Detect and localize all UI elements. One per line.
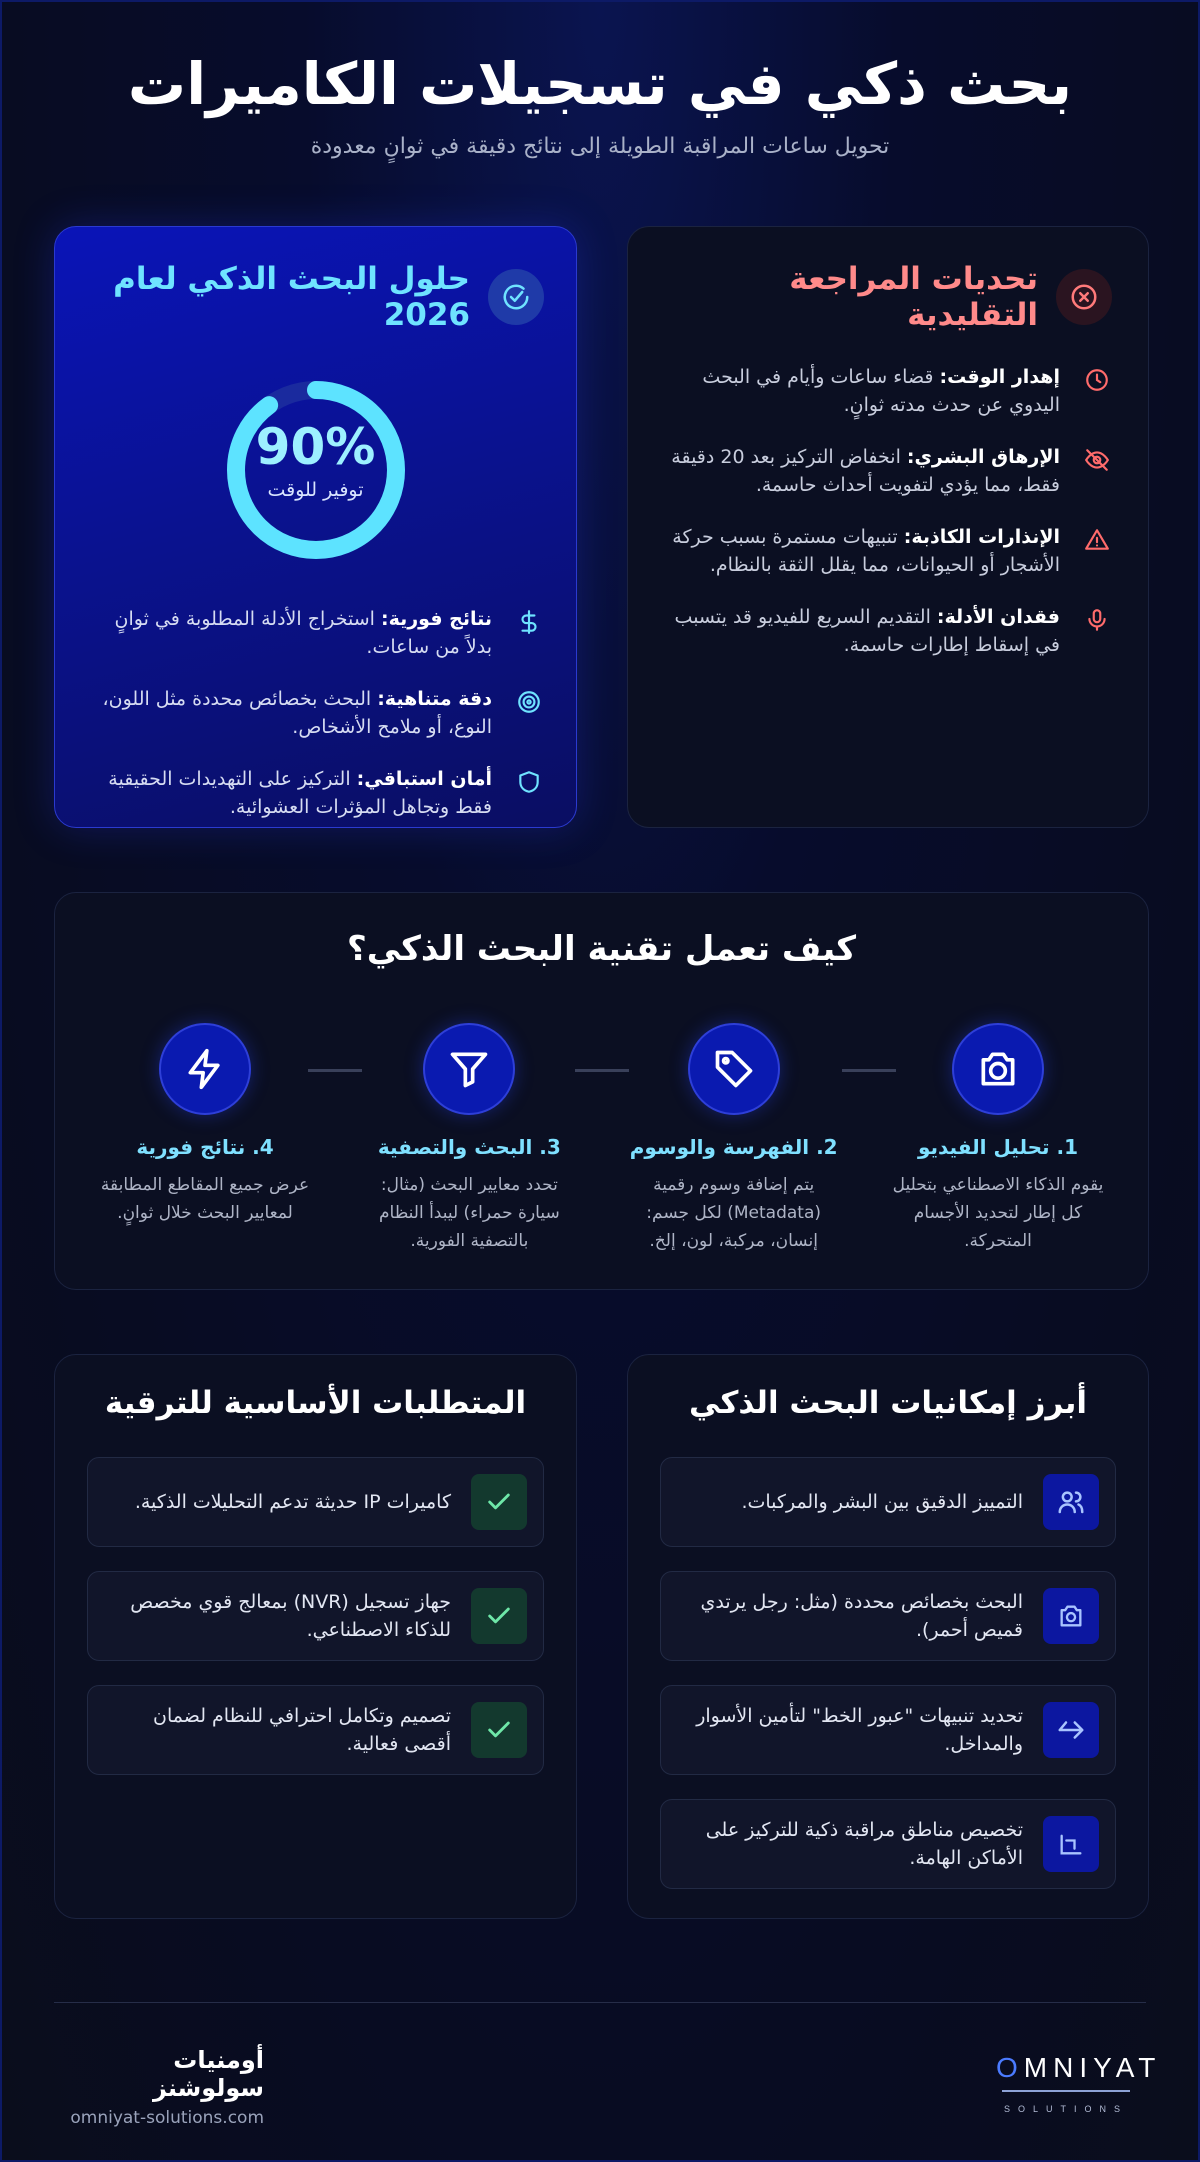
- capability-text: تحديد تنبيهات "عبور الخط" لتأمين الأسوار والمداخل.: [696, 1705, 1023, 1755]
- time-saving-gauge: [221, 375, 411, 565]
- step-item: [624, 1023, 844, 1255]
- requirement-row: [87, 1457, 544, 1547]
- steps-row: [95, 1023, 1108, 1255]
- step-item: [95, 1023, 315, 1255]
- step-description: يقوم الذكاء الاصطناعي بتحليل كل إطار لتحديد الأجسام المتحركة.: [892, 1175, 1104, 1251]
- how-it-works-card: [54, 892, 1149, 1290]
- list-item: [662, 363, 1112, 419]
- item-heading: دقة متناهية:: [377, 688, 492, 710]
- item-text: استخراج الأدلة المطلوبة في ثوانٍ بدلاً من ساعات.: [114, 608, 492, 658]
- step-description: عرض جميع المقاطع المطابقة لمعايير البحث خلال ثوانٍ.: [100, 1175, 310, 1223]
- lightning-icon: [159, 1023, 251, 1115]
- item-text: التقديم السريع للفيديو قد يتسبب في إسقاط إطارات حاسمة.: [674, 606, 1060, 656]
- camera-icon: [952, 1023, 1044, 1115]
- capability-text: البحث بخصائص محددة (مثل: رجل يرتدي قميص أحمر).: [700, 1591, 1023, 1641]
- x-circle-icon: [1056, 269, 1112, 325]
- requirements-card: [54, 1354, 577, 1919]
- step-title: 2. الفهرسة والوسوم: [629, 1135, 838, 1159]
- capability-row: [660, 1571, 1116, 1661]
- list-item: [87, 605, 544, 661]
- website-link[interactable]: omniyat-solutions.com: [70, 2108, 264, 2128]
- check-icon: [471, 1702, 527, 1758]
- capability-text: التمييز الدقيق بين البشر والمركبات.: [741, 1491, 1023, 1513]
- page-title: بحث ذكي في تسجيلات الكاميرات: [127, 50, 1073, 118]
- solutions-title: حلول البحث الذكي لعام 2026: [113, 261, 470, 333]
- step-title: 1. تحليل الفيديو: [917, 1135, 1079, 1159]
- capability-row: [660, 1799, 1116, 1889]
- check-circle-icon: [488, 269, 544, 325]
- capability-text: تخصيص مناطق مراقبة ذكية للتركيز على الأماكن الهامة.: [705, 1819, 1023, 1869]
- challenges-card: [627, 226, 1149, 828]
- check-icon: [471, 1588, 527, 1644]
- users-icon: [1043, 1474, 1099, 1530]
- capabilities-title: أبرز إمكانيات البحث الذكي: [689, 1385, 1087, 1421]
- challenges-header: [662, 261, 1112, 333]
- item-text: البحث بخصائص محددة مثل اللون، النوع، أو ملامح الأشخاص.: [102, 688, 492, 738]
- item-heading: الإرهاق البشري:: [906, 446, 1060, 468]
- zone-icon: [1043, 1816, 1099, 1872]
- list-item: [87, 765, 544, 821]
- camera-icon: [1043, 1588, 1099, 1644]
- requirement-text: كاميرات IP حديثة تدعم التحليلات الذكية.: [134, 1491, 451, 1513]
- item-heading: أمان استباقي:: [356, 768, 492, 790]
- tag-icon: [688, 1023, 780, 1115]
- footer-divider: [54, 2002, 1146, 2003]
- item-text: قضاء ساعات وأيام في البحث اليدوي عن حدث مدته ثوانٍ.: [702, 366, 1060, 416]
- item-text: التركيز على التهديدات الحقيقية فقط وتجاهل المؤثرات العشوائية.: [108, 768, 492, 818]
- eye-off-icon: [1082, 445, 1112, 475]
- requirement-text: تصميم وتكامل احترافي للنظام لضمان أقصى فعالية.: [153, 1705, 451, 1755]
- page-subtitle: تحويل ساعات المراقبة الطويلة إلى نتائج دقيقة في ثوانٍ معدودة: [310, 134, 890, 159]
- requirement-row: [87, 1571, 544, 1661]
- shield-icon: [514, 767, 544, 797]
- list-item: [662, 603, 1112, 659]
- step-description: تحدد معايير البحث (مثال: سيارة حمراء) ليبدأ النظام بالتصفية الفورية.: [378, 1175, 560, 1251]
- how-it-works-title: كيف تعمل تقنية البحث الذكي؟: [347, 929, 856, 969]
- step-item: [359, 1023, 579, 1255]
- clock-icon: [1082, 365, 1112, 395]
- solutions-card: [54, 226, 577, 828]
- item-heading: فقدان الأدلة:: [936, 606, 1060, 628]
- solutions-header: [87, 261, 544, 333]
- step-connector: [308, 1069, 362, 1072]
- step-title: 4. نتائج فورية: [136, 1135, 274, 1159]
- solutions-list: [87, 605, 544, 821]
- list-item: [87, 685, 544, 741]
- brand-name: أومنيات سولوشنز: [152, 2046, 264, 2102]
- list-item: [662, 523, 1112, 579]
- capability-row: [660, 1457, 1116, 1547]
- microphone-icon: [1082, 605, 1112, 635]
- step-item: [888, 1023, 1108, 1255]
- challenges-list: [662, 363, 1112, 659]
- filter-icon: [423, 1023, 515, 1115]
- requirements-title: المتطلبات الأساسية للترقية: [104, 1385, 527, 1421]
- step-description: يتم إضافة وسوم رقمية (Metadata) لكل جسم: إنسان، مركبة، لون، إلخ.: [646, 1175, 822, 1251]
- line-crossing-icon: [1043, 1702, 1099, 1758]
- step-connector: [842, 1069, 896, 1072]
- requirement-text: جهاز تسجيل (NVR) بمعالج قوي مخصص للذكاء الاصطناعي.: [130, 1591, 451, 1641]
- item-heading: إهدار الوقت:: [939, 366, 1060, 388]
- list-item: [662, 443, 1112, 499]
- warning-icon: [1082, 525, 1112, 555]
- step-title: 3. البحث والتصفية: [377, 1135, 561, 1159]
- requirement-row: [87, 1685, 544, 1775]
- dollar-icon: [514, 607, 544, 637]
- company-logo: OMNIYAT SOLUTIONS: [996, 2052, 1162, 2114]
- item-text: تنبيهات مستمرة بسبب حركة الأشجار أو الحيوانات، مما يقلل الثقة بالنظام.: [672, 526, 1060, 576]
- challenges-title: تحديات المراجعة التقليدية: [789, 261, 1038, 333]
- target-icon: [514, 687, 544, 717]
- footer-brand: [54, 2046, 264, 2128]
- gauge-label: توفير للوقت: [267, 479, 364, 501]
- check-icon: [471, 1474, 527, 1530]
- step-connector: [575, 1069, 629, 1072]
- capabilities-card: [627, 1354, 1149, 1919]
- page-header: [2, 42, 1198, 159]
- item-heading: نتائج فورية:: [380, 608, 492, 630]
- gauge-value: 90%: [255, 418, 376, 476]
- item-heading: الإنذارات الكاذبة:: [903, 526, 1060, 548]
- capability-row: [660, 1685, 1116, 1775]
- item-text: انخفاض التركيز بعد 20 دقيقة فقط، مما يؤدي لتفويت أحداث حاسمة.: [671, 446, 1060, 496]
